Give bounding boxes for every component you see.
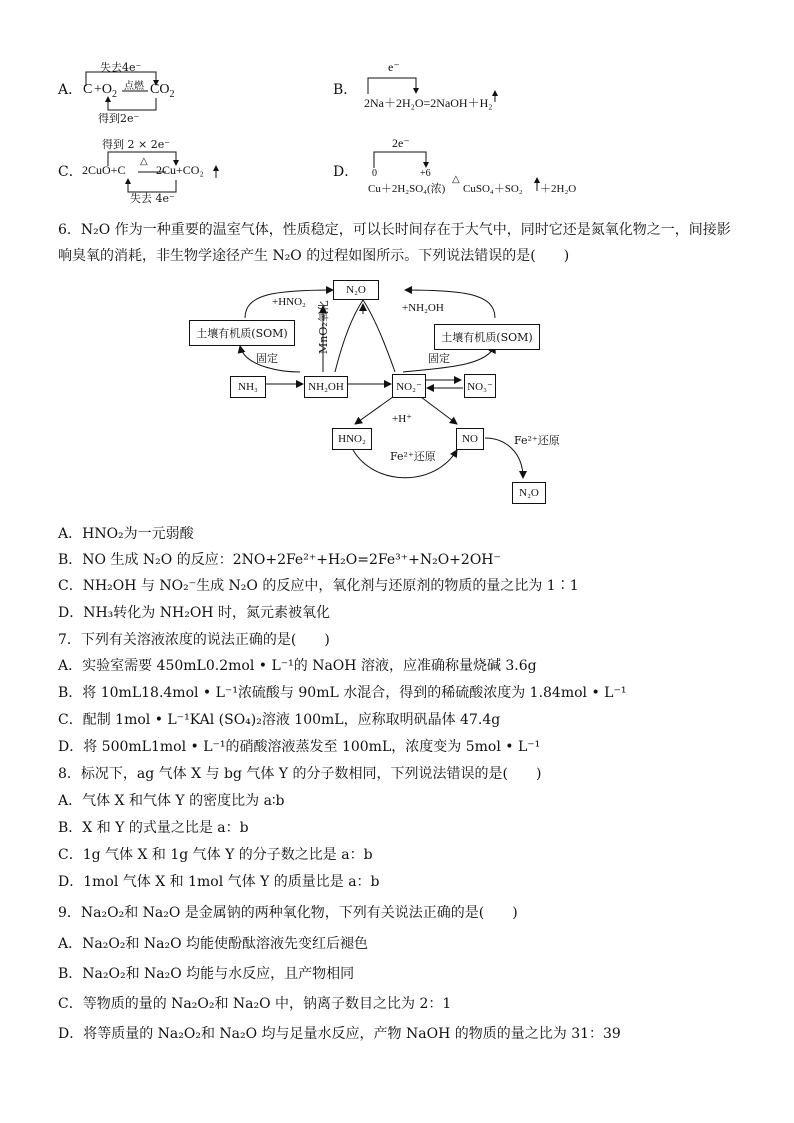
nh2oh-box: NH₂OH [304,376,348,398]
condition-ignite: 点燃 [124,81,144,92]
q8-option-c: C．1g 气体 X 和 1g 气体 Y 的分子数之比是 a：b [58,847,373,863]
no2-box: NO₂⁻ [392,374,426,398]
q9-option-d: D．将等质量的 Na₂O₂和 Na₂O 均与足量水反应，产物 NaOH 的物质的量之比为 31：39 [58,1026,621,1042]
condition-heat: △ [140,156,148,167]
label-fe-reduction-right: Fe²⁺还原 [514,434,560,447]
q8-stem: 8．标况下，ag 气体 X 与 bg 气体 Y 的分子数相同，下列说法错误的是( ) [58,766,542,782]
q6-option-d: D．NH₃转化为 NH₂OH 时，氮元素被氧化 [58,605,330,621]
gain-label: 得到 2 × 2e⁻ [102,138,171,151]
reactant-o2: $+O_2$ [94,82,118,100]
nh3-box: NH₃ [230,376,266,398]
oxidation-state-s: +6 [420,168,431,179]
lose-label: 失去4e⁻ [100,61,142,74]
q9-option-a: A．Na₂O₂和 Na₂O 均能使酚酞溶液先变红后褪色 [58,936,368,952]
electron-label: 2e⁻ [392,136,410,150]
label-fe-reduction-mid: Fe²⁺还原 [390,450,436,463]
product-co2: $CO_2$ [150,82,175,100]
q6-option-c: C．NH₂OH 与 NO₂⁻生成 N₂O 的反应中，氧化剂与还原剂的物质的量之比为 1∶1 [58,578,579,594]
label-plus-h: +H⁺ [392,413,412,425]
electron-transfer-d [366,138,456,172]
option-letter: B． [333,82,358,98]
products: 2Cu+CO₂ [156,163,204,177]
water: ＋2H₂O [540,183,577,195]
q7-stem: 7．下列有关溶液浓度的说法正确的是( ) [58,632,330,648]
label-plus-hno2: +HNO₂ [272,296,306,308]
reactant-c: C [83,82,93,97]
reactants: 2CuO+C [82,163,126,177]
som-left-box: 土壤有机质(SOM) [189,320,295,346]
no-box: NO [456,428,484,450]
n2o-bottom-box: N₂O [512,482,546,504]
q7-option-b: B．将 10mL18.4mol • L⁻¹浓硫酸与 90mL 水混合，得到的稀硫酸浓度为 1.84mol • L⁻¹ [58,685,627,701]
q6-option-b: B．NO 生成 N₂O 的反应：2NO+2Fe²⁺+H₂O=2Fe³⁺+N₂O+2OH⁻ [58,552,501,568]
q8-option-b: B．X 和 Y 的式量之比是 a：b [58,820,249,836]
q9-stem: 9．Na₂O₂和 Na₂O 是金属钠的两种氧化物，下列有关说法正确的是( ) [58,905,518,921]
option-letter: D． [333,164,359,180]
q6-stem-line1: 6．N₂O 作为一种重要的温室气体，性质稳定，可以长时间存在于大气中，同时它还是氮氧化物之一，间接影 [58,222,731,238]
som-right-box: 土壤有机质(SOM) [434,324,540,350]
electron-label: e⁻ [388,60,400,74]
equation: 2Na＋2H₂O=2NaOH＋H₂ [364,96,493,110]
condition-heat: △ [452,174,460,185]
oxidation-state-cu: 0 [372,168,377,179]
label-fix-right: 固定 [428,352,450,365]
hno2-box: HNO₂ [332,428,372,450]
q9-option-b: B．Na₂O₂和 Na₂O 均能与水反应，且产物相同 [58,966,355,982]
q9-option-c: C．等物质的量的 Na₂O₂和 Na₂O 中，钠离子数目之比为 2：1 [58,996,452,1012]
q7-option-a: A．实验室需要 450mL0.2mol • L⁻¹的 NaOH 溶液，应准确称量烧碱 3.6g [58,658,537,674]
option-letter: C． [58,164,83,180]
lose-label: 失去 4e⁻ [130,192,175,205]
reactants: Cu＋2H₂SO₄(浓) [368,183,446,195]
q7-option-d: D．将 500mL1mol • L⁻¹的硝酸溶液蒸发至 100mL，浓度变为 5mol • L⁻¹ [58,739,541,755]
q8-option-d: D．1mol 气体 X 和 1mol 气体 Y 的质量比是 a：b [58,874,380,890]
q6-option-a: A．HNO₂为一元弱酸 [58,526,194,542]
q8-option-a: A．气体 X 和气体 Y 的密度比为 a∶b [58,793,285,809]
label-mno2-oxidation: MnO₂氧化 [317,300,330,354]
label-plus-nh2oh: +NH₂OH [402,302,444,314]
products: CuSO₄＋SO₂ [463,183,523,195]
label-fix-left: 固定 [256,352,278,365]
q6-stem-line2: 响臭氧的消耗，非生物学途径产生 N₂O 的过程如图所示。下列说法错误的是( ) [58,248,570,264]
no3-box: NO₃⁻ [464,374,496,398]
gain-label: 得到2e⁻ [98,112,140,125]
option-letter: A． [58,82,83,98]
n2o-top-box: N₂O [333,280,379,300]
q7-option-c: C．配制 1mol • L⁻¹KAl (SO₄)₂溶液 100mL，应称取明矾晶体 47.4g [58,712,501,728]
